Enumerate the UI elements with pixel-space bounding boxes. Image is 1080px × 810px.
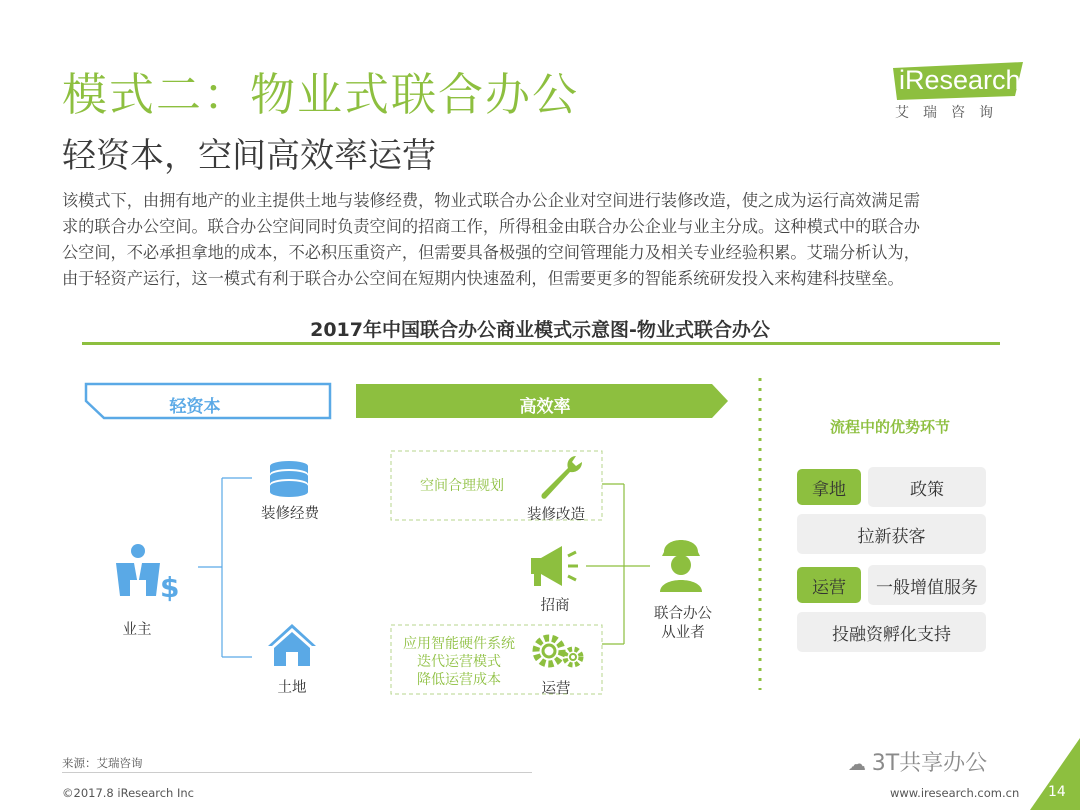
watermark [848, 746, 987, 777]
operator-label-line: 从业者 [661, 625, 705, 641]
source-note: 来源：艾瑞咨询 [62, 756, 143, 770]
megaphone-icon [531, 546, 578, 586]
businessman-icon [116, 544, 179, 604]
gears-icon [536, 638, 581, 665]
operation-notes [394, 635, 524, 689]
wechat-icon: ☁ [848, 754, 872, 775]
coins-icon [270, 461, 308, 497]
diagram-title: 2017年中国联合办公商业模式示意图-物业式联合办公 [310, 319, 770, 341]
wrench-icon [541, 456, 582, 499]
operation-label: 运营 [541, 681, 571, 697]
description-line: 由于轻资产运行，这一模式有利于联合办公空间在短期内快速盈利，但需要更多的智能系统研发投入来构建科技壁垒。 [62, 269, 904, 288]
website: www.iresearch.com.cn [890, 786, 1020, 800]
advantage-incubation: 投融资孵化支持 [797, 612, 986, 652]
advantage-value-added: 一般增值服务 [868, 565, 986, 605]
renovation-note: 空间合理规划 [420, 478, 504, 494]
worker-icon [660, 540, 702, 592]
operator-label [648, 605, 718, 643]
copyright: ©2017.8 iResearch Inc [62, 786, 194, 800]
banner-light-label: 轻资本 [169, 397, 221, 417]
footer-divider [62, 772, 532, 773]
operation-note: 应用智能硬件系统 [403, 636, 515, 652]
page-subtitle: 轻资本，空间高效率运营 [62, 136, 436, 176]
land-label: 土地 [277, 680, 307, 696]
watermark-text: 3T共享办公 [871, 751, 988, 776]
description-line: 公空间，不必承担拿地的成本，不必积压重资产，但需要具备极强的空间管理能力及相关专业经验积累。艾瑞分析认为， [62, 243, 920, 262]
decoration-fee-label: 装修经费 [261, 506, 319, 522]
description-line: 该模式下，由拥有地产的业主提供土地与装修经费，物业式联合办公企业对空间进行装修改造，使之成为运行高效满足需 [62, 191, 920, 210]
logo-word: iResearch [899, 65, 1021, 95]
banner-efficiency-label: 高效率 [519, 397, 571, 417]
description-line: 求的联合办公空间。联合办公空间同时负责空间的招商工作，所得租金由联合办公企业与业主分成。这种模式中的联合办 [62, 217, 920, 236]
operation-note: 迭代运营模式 [417, 654, 501, 670]
page-number: 14 [1048, 784, 1066, 800]
operator-label-line: 联合办公 [654, 606, 712, 622]
advantage-acquire: 拉新获客 [797, 514, 986, 554]
svg-text:$: $ [160, 571, 180, 604]
operation-note: 降低运营成本 [417, 672, 501, 688]
owner-label: 业主 [122, 622, 152, 638]
renovation-label: 装修改造 [527, 507, 585, 523]
house-icon [268, 624, 316, 666]
page-title: 模式二：物业式联合办公 [62, 68, 580, 121]
tag-operation: 运营 [797, 567, 861, 603]
advantages-heading: 流程中的优势环节 [829, 418, 950, 436]
logo-chinese: 艾瑞咨询 [895, 105, 1007, 121]
advantage-policy: 政策 [868, 467, 986, 507]
owner-connectors [198, 478, 252, 657]
recruit-label: 招商 [540, 598, 570, 614]
operator-connectors [586, 484, 650, 644]
tag-land: 拿地 [797, 469, 861, 505]
